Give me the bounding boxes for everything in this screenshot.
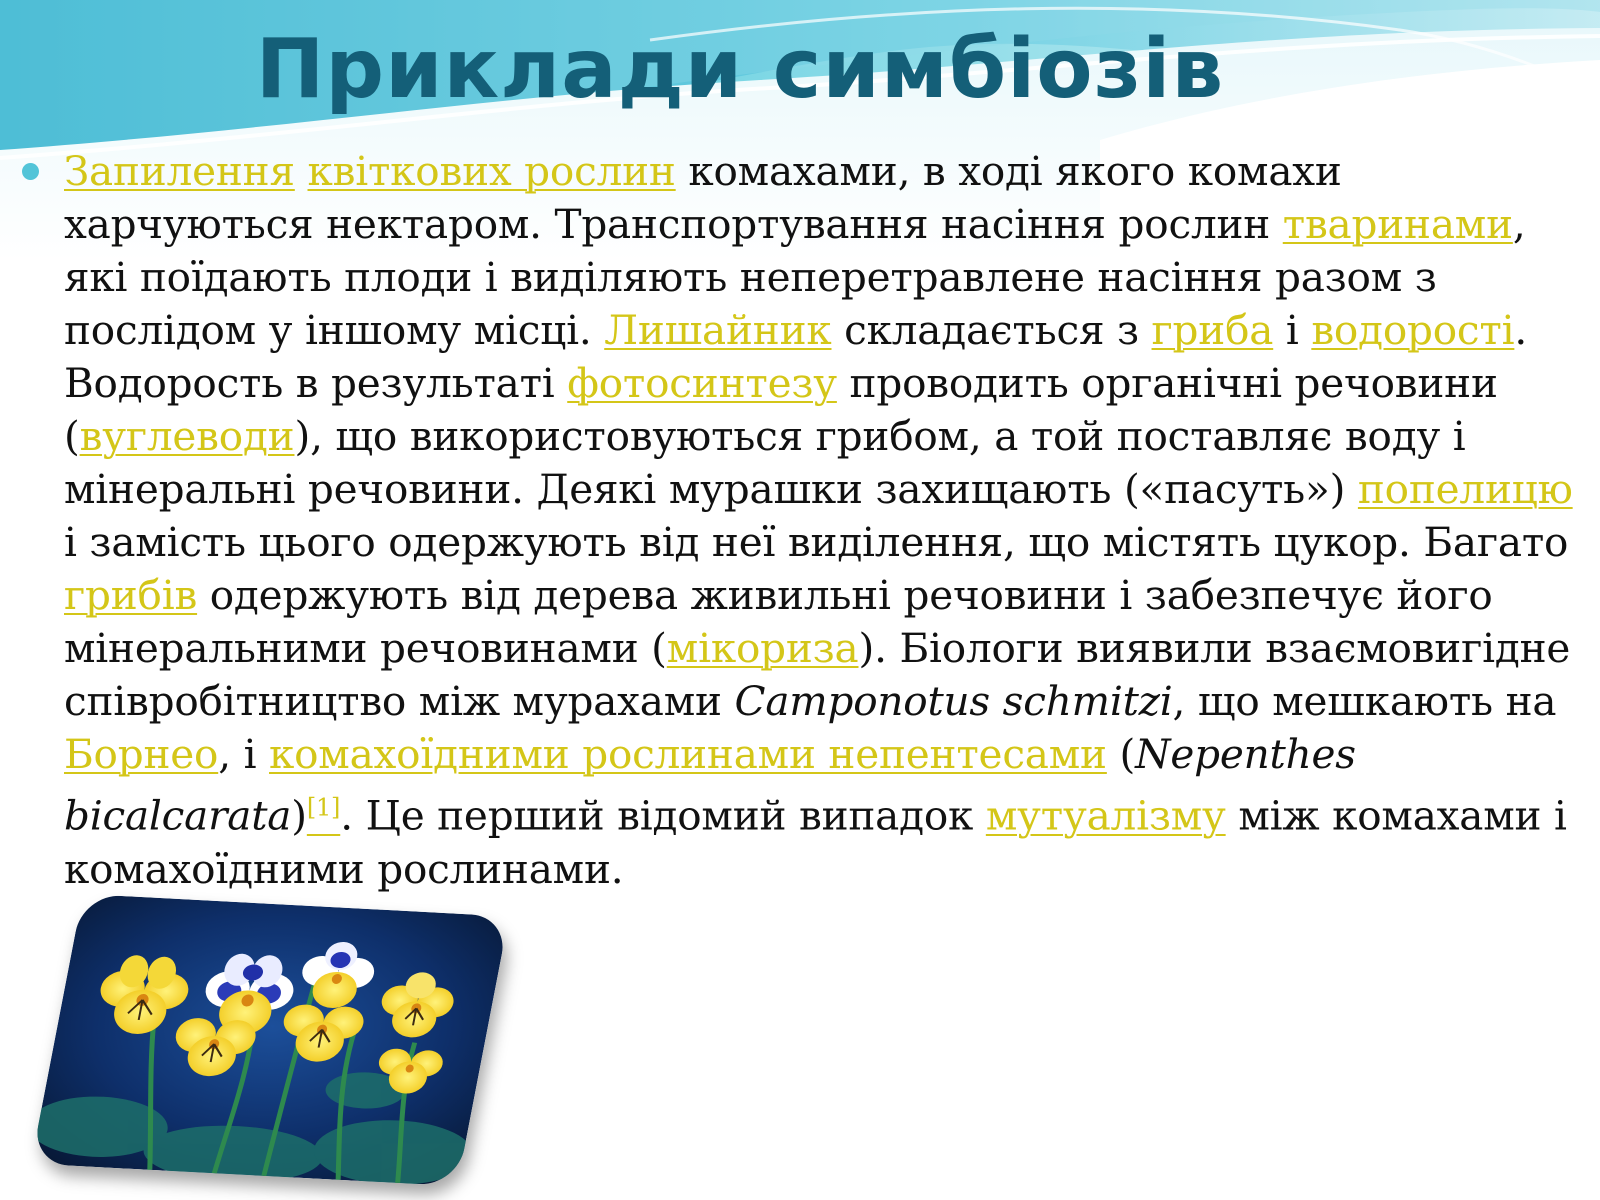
body-text-segment [295,147,308,195]
body-text-segment: складається з [831,306,1152,354]
body-text-segment: ( [1106,730,1136,778]
inline-link[interactable]: попелицю [1357,465,1573,513]
footnote-link[interactable] [307,792,340,840]
body-text-segment: , що мешкають на [1172,677,1557,725]
body-text-segment: між комахами і комахоїдними рослинами. [64,791,1567,893]
slide-title: Приклади симбіозів [255,22,1225,117]
body-text-segment: . Це перший відомий випадок [340,791,986,840]
inline-link[interactable]: Борнео [64,730,219,778]
inline-link[interactable]: вуглеводи [79,412,295,460]
body-text-segment: , і [218,730,269,778]
inline-link[interactable]: фотосинтезу [567,359,837,407]
inline-link[interactable]: гриба [1151,306,1274,354]
inline-link[interactable]: комахоїдними рослинами непентесами [269,730,1107,778]
pansies-photo [31,894,509,1186]
inline-link[interactable]: грибів [64,571,198,619]
inline-link[interactable]: тваринами [1282,200,1513,248]
inline-link[interactable]: квіткових рослин [307,147,676,195]
inline-link[interactable]: Запилення [64,147,295,195]
body-text-segment: комахами, в ході якого комахи харчуються нектаром. Транспортування насіння рослин [64,147,1342,248]
species-name: Nepenthes bicalcarata [64,730,1356,840]
body-text-segment: ), що використовуються грибом, а той поставляє воду і мінеральні речовини. Деякі мурашки захищають («пасуть») [64,412,1466,513]
body-text-segment: і замість цього одержують від неї виділення, що містять цукор. Багато [64,518,1569,566]
footnote-ref[interactable]: [1] [306,793,341,821]
inline-link[interactable]: водорості [1311,306,1515,354]
body-text-segment: ). Біологи виявили взаємовигідне співробітництво між мурахами [64,624,1571,725]
body-text-segment: проводить органічні речовини ( [64,359,1498,460]
body-text-segment: . Водорость в результаті [64,306,1528,407]
body-text-segment: , які поїдають плоди і виділяють неперетравлене насіння разом з послідом у іншому місці. [64,200,1526,354]
inline-link[interactable]: мутуалізму [985,791,1226,840]
body-text-segment: одержують від дерева живильні речовини і забезпечує його мінеральними речовинами ( [64,571,1493,672]
body-text-segment: і [1273,306,1312,354]
species-name: Camponotus schmitzi [734,677,1173,725]
body-text-segment: ) [291,791,307,840]
inline-link[interactable]: мікориза [666,624,859,672]
inline-link[interactable]: Лишайник [604,306,832,354]
body-paragraph [64,145,1586,896]
bullet-dot-icon [22,163,39,180]
